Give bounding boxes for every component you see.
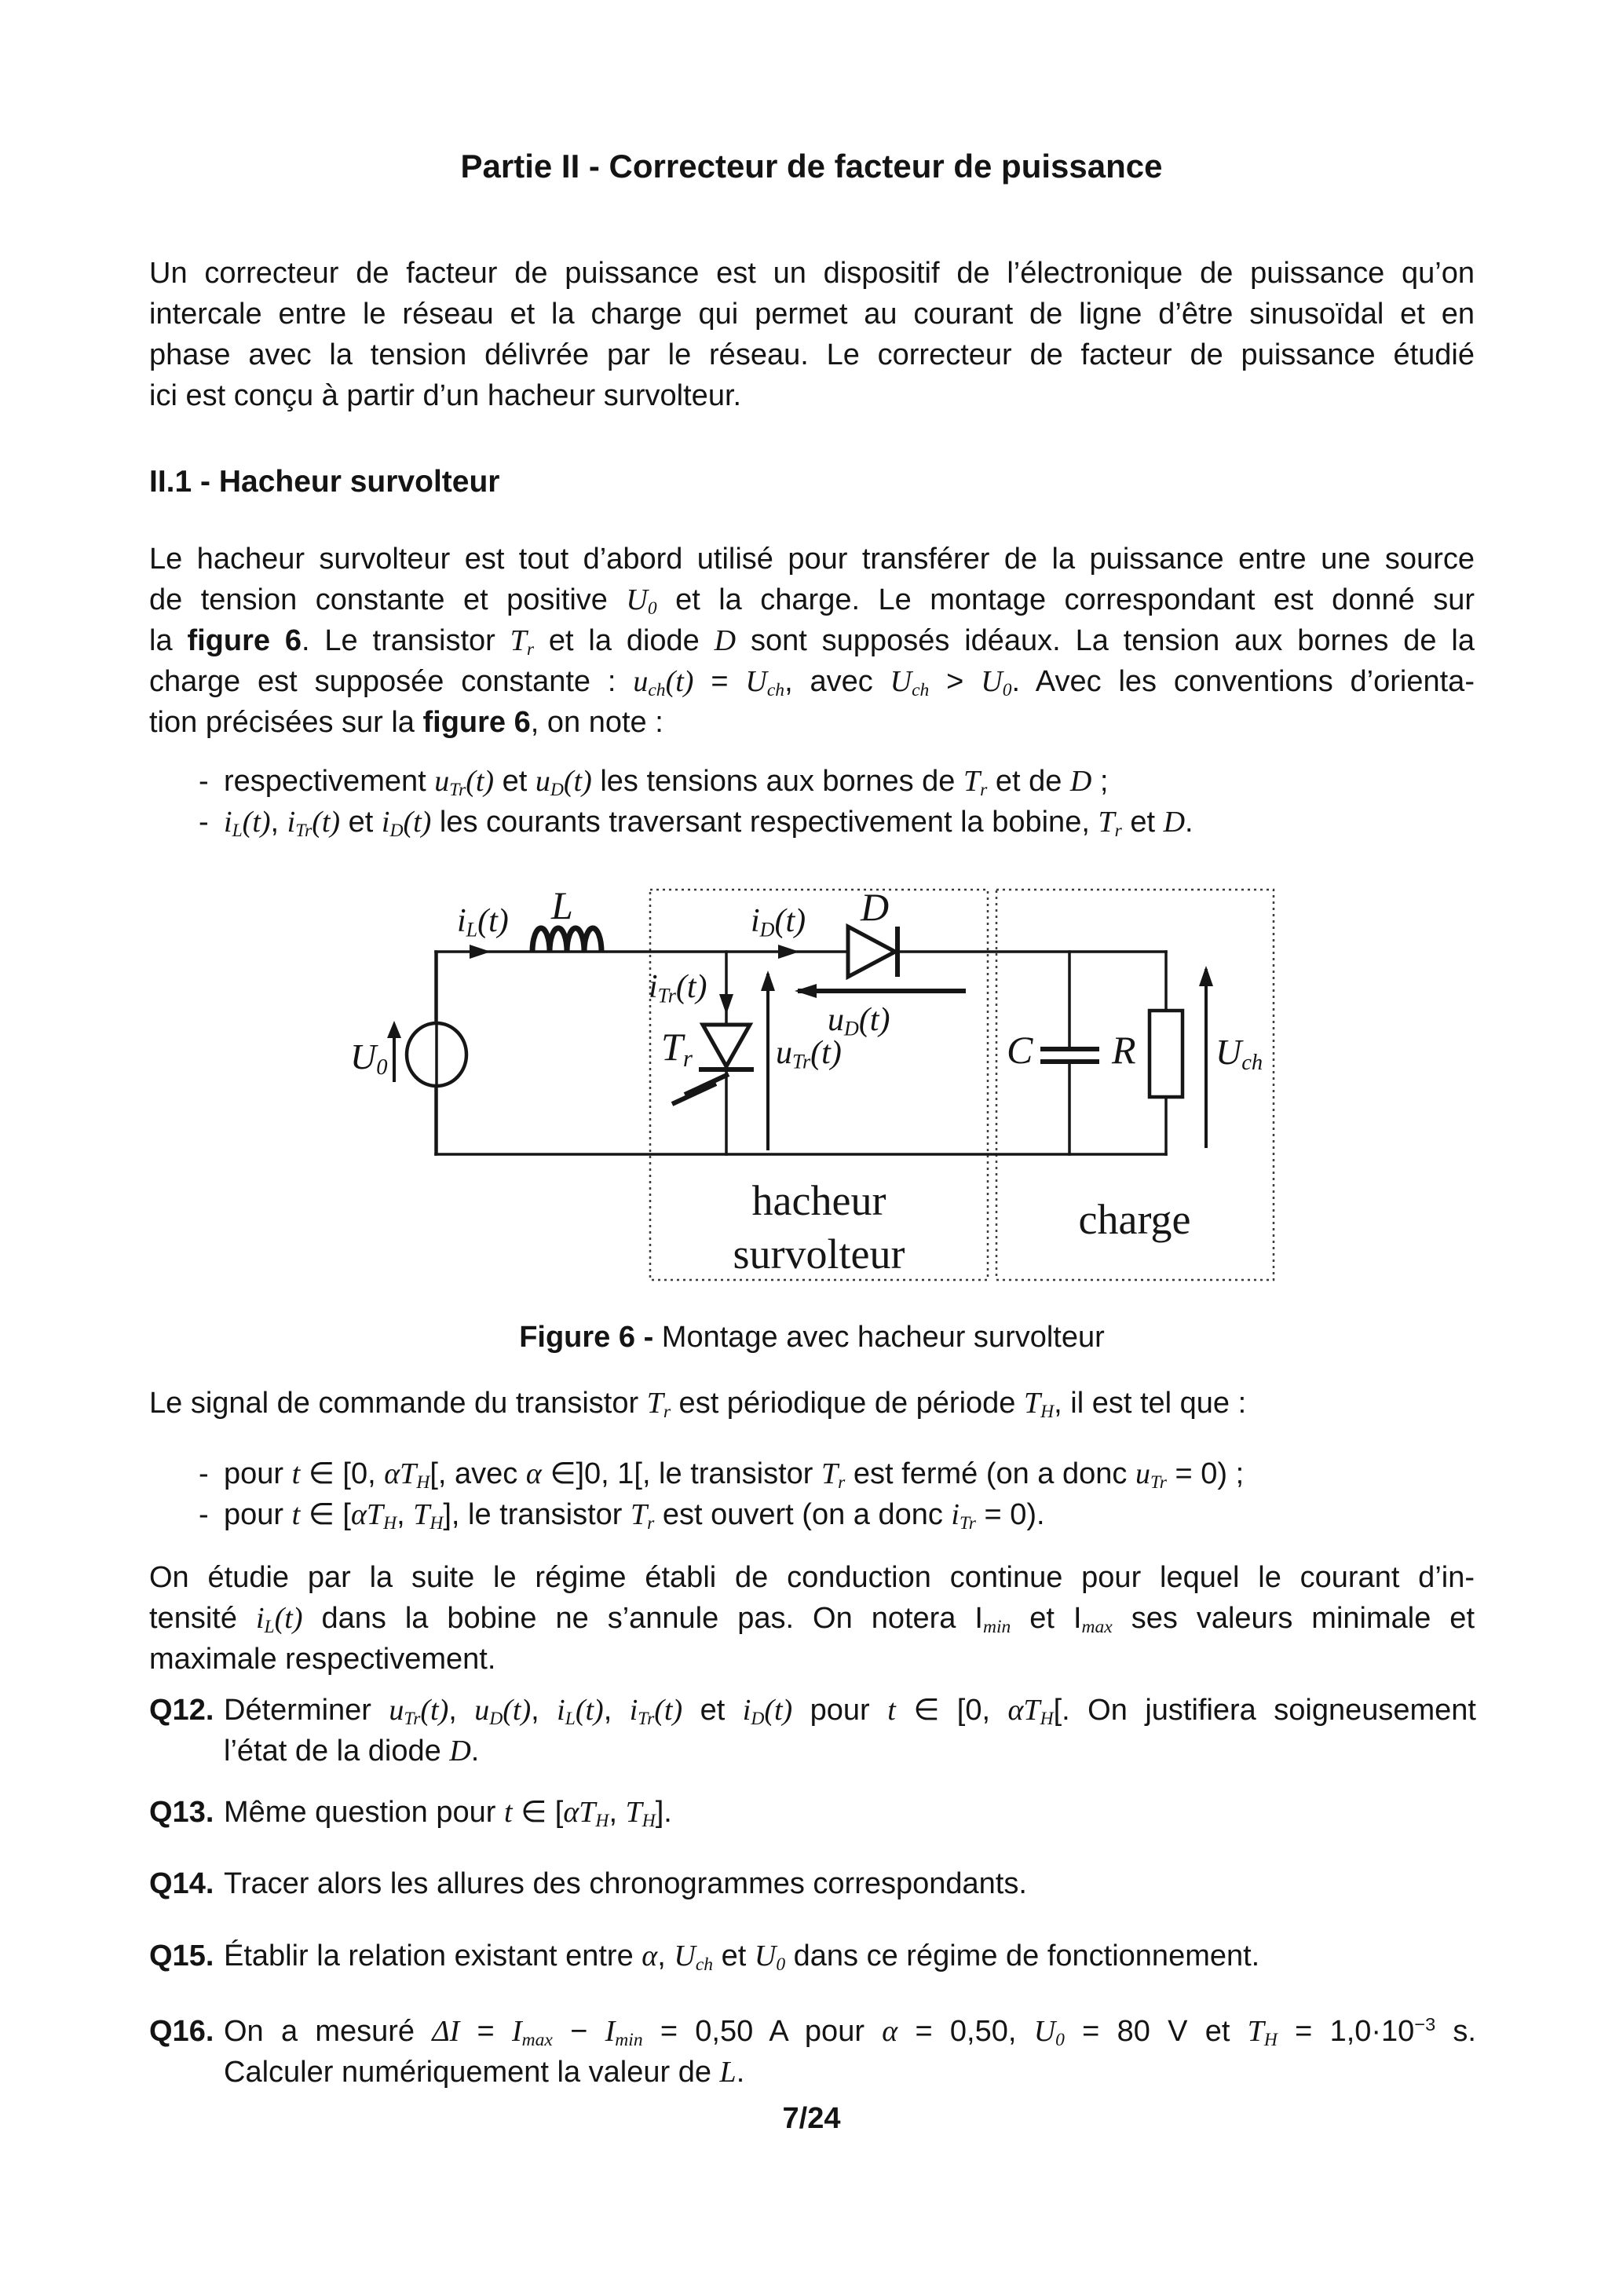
question-label: Q14. — [149, 1867, 214, 1900]
transistor-current-arrow — [719, 994, 733, 1015]
diode-symbol — [848, 927, 897, 977]
resistor-label: R — [1112, 1028, 1136, 1072]
voltage-source-symbol — [387, 952, 466, 1154]
inductor-current-arrow — [470, 945, 491, 959]
list-item-text: respectivement $u_{Tr}(t)$ et $u_D(t)$ les tensions aux bornes de $T_r$ et de D ; — [224, 765, 1109, 800]
page-number: 7/24 — [782, 2102, 841, 2135]
paragraph-line: Le signal de commande du transistor $T_r$ est périodique de période $T_H$, il est tel que : — [149, 1387, 1247, 1422]
question-label: Q12. — [149, 1694, 214, 1727]
question-label: Q13. — [149, 1796, 214, 1829]
paragraph-line: maximale respectivement. — [149, 1643, 496, 1676]
paragraph-line: tensité $i_L(t)$ dans la bobine ne s’annule pas. On notera $I_{min}$ et $I_{max}$ ses valeurs minimale et — [149, 1602, 1475, 1637]
question-line: Calculer numériquement la valeur de L. — [224, 2056, 745, 2089]
question-line: l’état de la diode D. — [224, 1735, 480, 1768]
question-line: Tracer alors les allures des chronogrammes correspondants. — [224, 1867, 1027, 1900]
page-title: Partie II - Correcteur de facteur de puissance — [460, 148, 1163, 185]
transistor-voltage-label: $u_{Tr}(t)$ — [776, 1035, 842, 1073]
bullet-dash: - — [199, 1498, 209, 1531]
diode-voltage-label: $u_D(t)$ — [828, 1002, 890, 1040]
transistor-label: $T_r$ — [661, 1025, 693, 1072]
question-q16 — [149, 2011, 1476, 2093]
paragraph-line: intercale entre le réseau et la charge qui permet au courant de ligne d’être sinusoïdal et en — [149, 298, 1475, 331]
paragraph-line: charge est supposée constante : $u_{ch}(t) = U_{ch}$, avec $U_{ch} > U_0$. Avec les conventions d’orienta- — [149, 665, 1475, 700]
paragraph-line: ici est conçu à partir d’un hacheur survolteur. — [149, 379, 742, 412]
question-q12 — [149, 1690, 1476, 1771]
converter-box-label: survolteur — [733, 1230, 905, 1278]
paragraph-line: On étudie par la suite le régime établi de conduction continue pour lequel le courant d’in- — [149, 1561, 1475, 1594]
transistor-current-label: $i_{Tr}(t)$ — [649, 969, 707, 1007]
paragraph-line: de tension constante et positive $U_0$ et la charge. Le montage correspondant est donné sur — [149, 583, 1475, 619]
list-item — [149, 802, 1475, 843]
bullet-dash: - — [199, 806, 209, 839]
capacitor-label: C — [1007, 1028, 1033, 1072]
converter-box-label: hacheur — [751, 1177, 886, 1224]
question-q13 — [149, 1792, 1476, 1833]
control-paragraph — [149, 1383, 1475, 1424]
paragraph-line: Un correcteur de facteur de puissance est un dispositif de l’électronique de puissance qu’on — [149, 257, 1475, 290]
transistor-voltage-arrow — [761, 971, 775, 1150]
load-voltage-label: $U_{ch}$ — [1215, 1032, 1263, 1076]
inductor-current-label: $i_L(t)$ — [457, 903, 509, 941]
figure-6 — [350, 856, 1351, 1296]
question-label: Q15. — [149, 1940, 214, 1972]
list-item-text: pour t ∈ [0, $\alpha T_H$[, avec α ∈]0, 1[, le transistor $T_r$ est fermé (on a donc $u_{Tr} = 0$) ; — [224, 1457, 1245, 1493]
intro-paragraph — [149, 253, 1475, 416]
resistor-symbol — [1150, 1011, 1183, 1097]
inductor-label: L — [551, 883, 573, 927]
question-q15 — [149, 1936, 1476, 1976]
regime-paragraph — [149, 1557, 1475, 1680]
paragraph-line: Le hacheur survolteur est tout d’abord utilisé pour transférer de la puissance entre une source — [149, 543, 1475, 576]
bullet-dash: - — [199, 765, 209, 798]
diode-label: D — [861, 885, 890, 929]
figure-caption: Figure 6 - Montage avec hacheur survolteur — [519, 1321, 1105, 1354]
list-item-text: $i_L(t)$, $i_{Tr}(t)$ et $i_D(t)$ les courants traversant respectivement la bobine, $T_r$ et D. — [224, 806, 1193, 841]
load-voltage-arrow — [1199, 966, 1213, 1148]
list-item-text: pour t ∈ [$\alpha T_H$, $T_H$], le transistor $T_r$ est ouvert (on a donc $i_{Tr} = 0$). — [224, 1498, 1045, 1534]
source-voltage-label: $U_0$ — [350, 1036, 388, 1080]
question-line: Même question pour t ∈ [$\alpha T_H$, $T_H$]. — [224, 1796, 672, 1831]
paragraph-line: tion précisées sur la figure 6, on note : — [149, 706, 663, 739]
notation-list — [149, 761, 1475, 843]
diode-voltage-arrow — [795, 984, 966, 998]
paragraph-line: phase avec la tension délivrée par le réseau. Le correcteur de facteur de puissance étudié — [149, 338, 1475, 371]
bullet-dash: - — [199, 1457, 209, 1490]
paragraph-line: la figure 6. Le transistor $T_r$ et la diode D sont supposés idéaux. La tension aux bornes de la — [149, 624, 1475, 660]
question-line: Établir la relation existant entre α, $U_{ch}$ et $U_0$ dans ce régime de fonctionnement. — [224, 1940, 1260, 1975]
capacitor-symbol — [1040, 1049, 1099, 1062]
list-item — [149, 1494, 1475, 1535]
list-item — [149, 1453, 1475, 1494]
diode-current-arrow — [778, 945, 799, 959]
load-box-label: charge — [1078, 1196, 1191, 1243]
section-heading: II.1 - Hacheur survolteur — [149, 465, 500, 499]
section-paragraph — [149, 539, 1475, 743]
question-q14 — [149, 1863, 1476, 1904]
inductor-symbol — [532, 928, 601, 952]
list-item — [149, 761, 1475, 802]
control-list — [149, 1453, 1475, 1535]
question-line: On a mesuré $\Delta I = I_{max} - I_{min} = 0,50$ A pour α = 0,50, $U_0 = 80$ V et $T_H = 1,0\cdot 10^{-3}$ s. — [224, 2014, 1476, 2050]
question-label: Q16. — [149, 2015, 214, 2048]
diode-current-label: $i_D(t)$ — [751, 903, 806, 941]
question-line: Déterminer $u_{Tr}(t)$, $u_D(t)$, $i_L(t)$, $i_{Tr}(t)$ et $i_D(t)$ pour t ∈ [0, $\alpha T_H$[. On justifiera soigneusement — [224, 1694, 1476, 1729]
